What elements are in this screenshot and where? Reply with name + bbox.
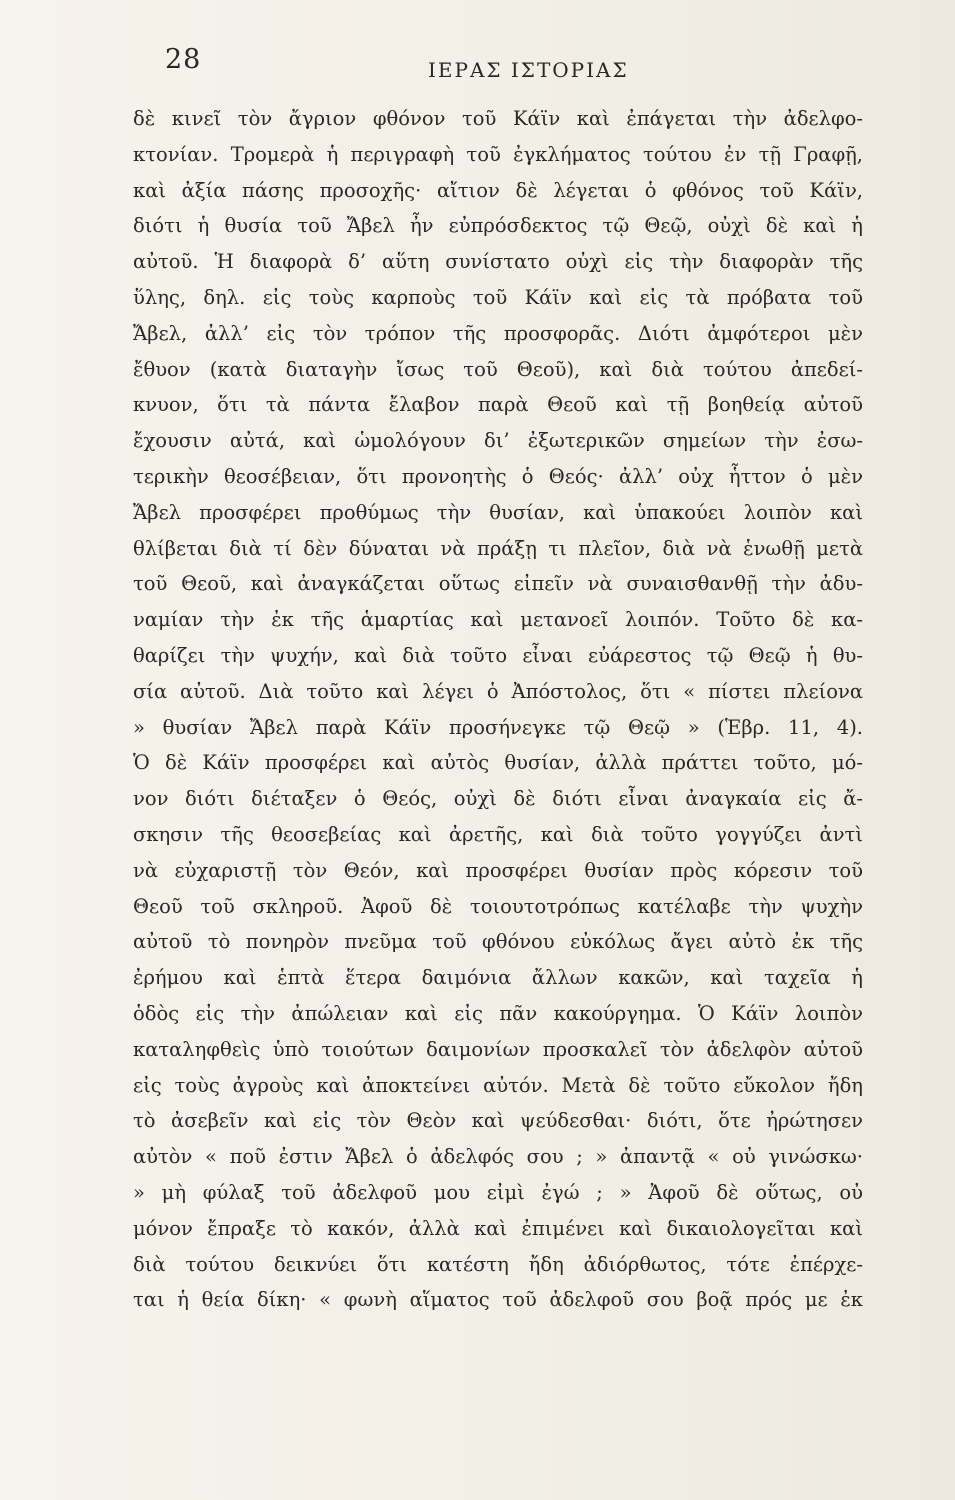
text-line: θλίβεται διὰ τί δὲν δύναται νὰ πράξῃ τι πλεῖον, διὰ νὰ ἑνωθῇ μετὰ — [133, 536, 863, 560]
text-line: διὰ τούτου δεικνύει ὅτι κατέστη ἤδη ἀδιόρθωτος, τότε ἐπέρχε- — [133, 1252, 863, 1276]
text-line: σία αὐτοῦ. Διὰ τοῦτο καὶ λέγει ὁ Ἀπόστολος, ὅτι « πίστει πλείονα — [133, 679, 863, 703]
text-line: τερικὴν θεοσέβειαν, ὅτι προνοητὴς ὁ Θεός· ἀλλ’ οὐχ ἧττον ὁ μὲν — [133, 464, 863, 488]
text-line: ται ἡ θεία δίκη· « φωνὴ αἵματος τοῦ ἀδελφοῦ σου βοᾷ πρός με ἐκ — [133, 1288, 863, 1312]
text-line: καὶ ἀξία πάσης προσοχῆς· αἴτιον δὲ λέγεται ὁ φθόνος τοῦ Κάϊν, — [133, 178, 863, 202]
running-title: ΙΕΡΑΣ ΙΣΤΟΡΙΑΣ — [428, 58, 629, 82]
text-line: μόνον ἔπραξε τὸ κακόν, ἀλλὰ καὶ ἐπιμένει καὶ δικαιολογεῖται καὶ — [133, 1216, 863, 1240]
text-line: καταληφθεὶς ὑπὸ τοιούτων δαιμονίων προσκαλεῖ τὸν ἀδελφὸν αὐτοῦ — [133, 1037, 863, 1061]
page-number: 28 — [165, 44, 202, 75]
body-text — [133, 101, 863, 1318]
text-line: τὸ ἀσεβεῖν καὶ εἰς τὸν Θεὸν καὶ ψεύδεσθαι· διότι, ὅτε ἠρώτησεν — [133, 1109, 863, 1133]
text-line: ὕλης, δηλ. εἰς τοὺς καρποὺς τοῦ Κάϊν καὶ εἰς τὰ πρόβατα τοῦ — [133, 285, 863, 309]
text-line: ναμίαν τὴν ἐκ τῆς ἁμαρτίας καὶ μετανοεῖ λοιπόν. Τοῦτο δὲ κα- — [133, 608, 863, 632]
text-line: Θεοῦ τοῦ σκληροῦ. Ἀφοῦ δὲ τοιουτοτρόπως κατέλαβε τὴν ψυχὴν — [133, 894, 863, 918]
text-line: νον διότι διέταξεν ὁ Θεός, οὐχὶ δὲ διότι εἶναι ἀναγκαία εἰς ἄ- — [133, 787, 863, 811]
text-line: αὐτοῦ τὸ πονηρὸν πνεῦμα τοῦ φθόνου εὐκόλως ἄγει αὐτὸ ἐκ τῆς — [133, 930, 863, 954]
text-line: » θυσίαν Ἄβελ παρὰ Κάϊν προσήνεγκε τῷ Θεῷ » (Ἑβρ. 11, 4). — [133, 715, 863, 739]
text-line: Ἄβελ, ἀλλ’ εἰς τὸν τρόπον τῆς προσφορᾶς. Διότι ἀμφότεροι μὲν — [133, 321, 863, 345]
text-line: εἰς τοὺς ἀγροὺς καὶ ἀποκτείνει αὐτόν. Μετὰ δὲ τοῦτο εὔκολον ἤδη — [133, 1073, 863, 1097]
text-line: ὁδὸς εἰς τὴν ἀπώλειαν καὶ εἰς πᾶν κακούργημα. Ὁ Κάϊν λοιπὸν — [133, 1001, 863, 1025]
text-line: Ὁ δὲ Κάϊν προσφέρει καὶ αὐτὸς θυσίαν, ἀλλὰ πράττει τοῦτο, μό- — [133, 751, 863, 775]
text-line: αὐτὸν « ποῦ ἐστιν Ἄβελ ὁ ἀδελφός σου ; » ἀπαντᾷ « οὐ γινώσκω· — [133, 1145, 863, 1169]
text-line: θαρίζει τὴν ψυχήν, καὶ διὰ τοῦτο εἶναι εὐάρεστος τῷ Θεῷ ἡ θυ- — [133, 643, 863, 667]
text-line: σκησιν τῆς θεοσεβείας καὶ ἀρετῆς, καὶ διὰ τοῦτο γογγύζει ἀντὶ — [133, 822, 863, 846]
text-line: ἐρήμου καὶ ἑπτὰ ἕτερα δαιμόνια ἄλλων κακῶν, καὶ ταχεῖα ἡ — [133, 966, 863, 990]
text-line: τοῦ Θεοῦ, καὶ ἀναγκάζεται οὕτως εἰπεῖν νὰ συναισθανθῇ τὴν ἀδυ- — [133, 572, 863, 596]
text-line: διότι ἡ θυσία τοῦ Ἄβελ ἦν εὐπρόσδεκτος τῷ Θεῷ, οὐχὶ δὲ καὶ ἡ — [133, 214, 863, 238]
text-line: δὲ κινεῖ τὸν ἄγριον φθόνον τοῦ Κάϊν καὶ ἐπάγεται τὴν ἀδελφο- — [133, 107, 863, 130]
text-line: κνυον, ὅτι τὰ πάντα ἔλαβον παρὰ Θεοῦ καὶ τῇ βοηθείᾳ αὐτοῦ — [133, 393, 863, 417]
page-header — [165, 44, 850, 84]
text-line: νὰ εὐχαριστῇ τὸν Θεόν, καὶ προσφέρει θυσίαν πρὸς κόρεσιν τοῦ — [133, 858, 863, 882]
text-line: Ἄβελ προσφέρει προθύμως τὴν θυσίαν, καὶ ὑπακούει λοιπὸν καὶ — [133, 500, 863, 524]
text-line: αὐτοῦ. Ἡ διαφορὰ δ’ αὕτη συνίστατο οὐχὶ εἰς τὴν διαφορὰν τῆς — [133, 250, 863, 274]
text-line: κτονίαν. Τρομερὰ ἡ περιγραφὴ τοῦ ἐγκλήματος τούτου ἐν τῇ Γραφῇ, — [133, 142, 863, 166]
text-line: » μὴ φύλαξ τοῦ ἀδελφοῦ μου εἰμὶ ἐγώ ; » Ἀφοῦ δὲ οὕτως, οὐ — [133, 1180, 863, 1204]
text-line: ἔθυον (κατὰ διαταγὴν ἴσως τοῦ Θεοῦ), καὶ διὰ τούτου ἀπεδεί- — [133, 357, 863, 381]
text-line: ἔχουσιν αὐτά, καὶ ὡμολόγουν δι’ ἐξωτερικῶν σημείων τὴν ἐσω- — [133, 429, 863, 453]
